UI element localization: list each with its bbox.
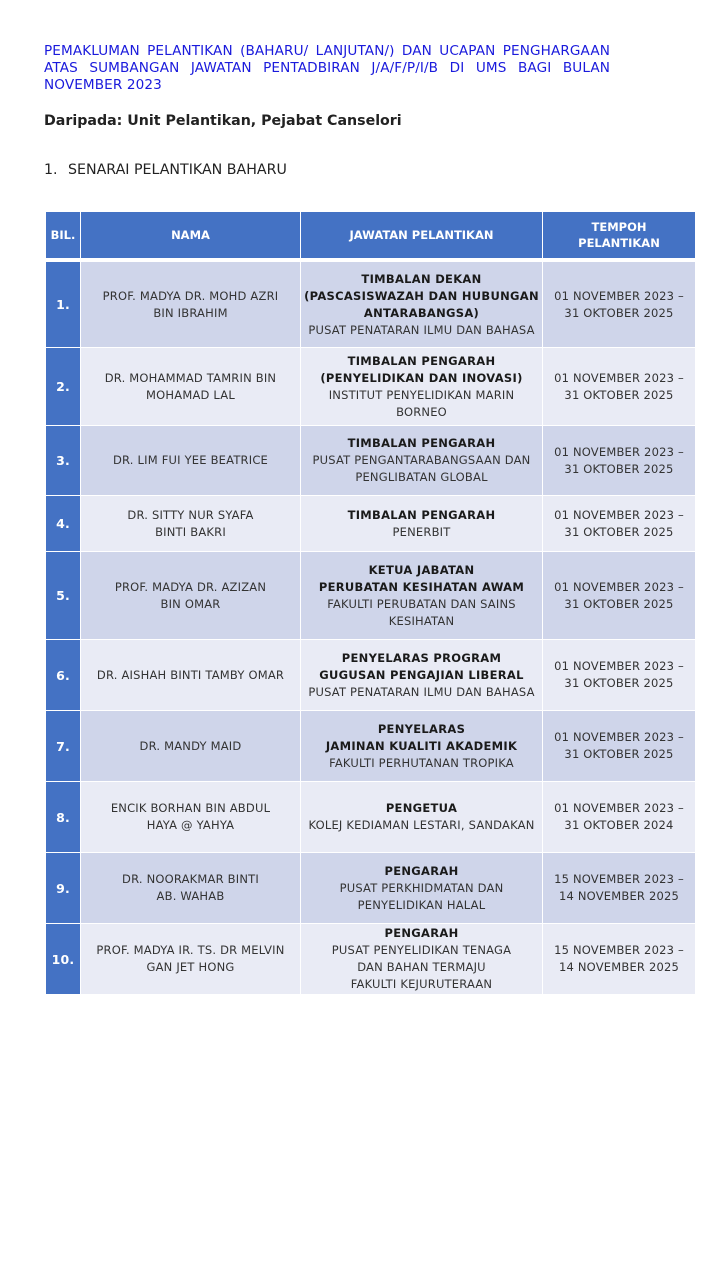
jawatan-title-line: KETUA JABATAN bbox=[368, 562, 475, 577]
nama-line: DR. AISHAH BINTI TAMBY OMAR bbox=[96, 667, 285, 682]
tempoh-line: 31 OKTOBER 2025 bbox=[564, 305, 674, 320]
tempoh-line: 01 NOVEMBER 2023 – bbox=[554, 444, 684, 459]
table-row bbox=[46, 782, 695, 853]
jawatan-title-line: TIMBALAN PENGARAH bbox=[347, 436, 496, 450]
cell-tempoh bbox=[543, 640, 695, 711]
table-row bbox=[46, 262, 695, 348]
cell-jawatan bbox=[301, 262, 543, 348]
nama-line: PROF. MADYA DR. MOHD AZRI bbox=[102, 288, 279, 303]
jawatan-unit-line: PENERBIT bbox=[392, 524, 451, 539]
tempoh-line: 01 NOVEMBER 2023 – bbox=[554, 801, 684, 815]
table-row bbox=[46, 640, 695, 711]
cell-jawatan bbox=[301, 348, 543, 426]
tempoh-line: 31 OKTOBER 2024 bbox=[564, 818, 674, 832]
heading-line-3: NOVEMBER 2023 bbox=[44, 77, 162, 93]
nama-line: PROF. MADYA DR. AZIZAN bbox=[114, 579, 267, 594]
jawatan-title-line: TIMBALAN DEKAN bbox=[361, 271, 482, 286]
cell-jawatan bbox=[301, 426, 543, 496]
cell-bil: 9. bbox=[46, 853, 81, 924]
from-line: Daripada: Unit Pelantikan, Pejabat Canselori bbox=[44, 113, 402, 129]
table-row bbox=[46, 348, 695, 426]
jawatan-title-line: TIMBALAN PENGARAH bbox=[347, 353, 496, 368]
jawatan-title-line: (PASCASISWAZAH DAN HUBUNGAN bbox=[304, 288, 539, 303]
tempoh-line: 14 NOVEMBER 2025 bbox=[558, 889, 680, 903]
jawatan-unit-line: PUSAT PENATARAN ILMU DAN BAHASA bbox=[308, 684, 535, 699]
cell-nama bbox=[81, 782, 301, 853]
jawatan-unit-line: BORNEO bbox=[396, 404, 447, 419]
jawatan-unit-line: PUSAT PENATARAN ILMU DAN BAHASA bbox=[308, 322, 535, 337]
tempoh-line: 15 NOVEMBER 2023 – bbox=[554, 872, 684, 886]
cell-bil: 7. bbox=[46, 711, 81, 782]
jawatan-title-line: PENYELARAS bbox=[377, 721, 466, 736]
cell-jawatan bbox=[301, 782, 543, 853]
cell-bil: 5. bbox=[46, 552, 81, 640]
nama-line: PROF. MADYA IR. TS. DR MELVIN bbox=[96, 943, 285, 957]
notice-heading bbox=[44, 43, 610, 94]
tempoh-line: 01 NOVEMBER 2023 – bbox=[554, 507, 684, 522]
cell-nama bbox=[81, 552, 301, 640]
cell-bil: 2. bbox=[46, 348, 81, 426]
jawatan-unit-line: FAKULTI PERHUTANAN TROPIKA bbox=[329, 755, 514, 770]
cell-nama bbox=[81, 853, 301, 924]
cell-nama bbox=[81, 924, 301, 995]
appointments-table bbox=[46, 212, 695, 995]
nama-line: DR. SITTY NUR SYAFA bbox=[127, 507, 254, 522]
cell-tempoh bbox=[543, 711, 695, 782]
header-tempoh-line-2: PELANTIKAN bbox=[578, 236, 660, 250]
jawatan-unit-line: KOLEJ KEDIAMAN LESTARI, SANDAKAN bbox=[308, 818, 535, 832]
tempoh-line: 31 OKTOBER 2025 bbox=[564, 387, 674, 402]
cell-bil: 1. bbox=[46, 262, 81, 348]
table-row bbox=[46, 552, 695, 640]
cell-nama bbox=[81, 348, 301, 426]
cell-bil: 4. bbox=[46, 496, 81, 552]
nama-line: BIN OMAR bbox=[160, 596, 221, 611]
heading-line-2: ATAS SUMBANGAN JAWATAN PENTADBIRAN J/A/F/P/I/B DI UMS BAGI BULAN bbox=[44, 60, 610, 76]
nama-line: HAYA @ YAHYA bbox=[146, 818, 235, 832]
cell-jawatan bbox=[301, 496, 543, 552]
tempoh-line: 31 OKTOBER 2025 bbox=[564, 747, 674, 761]
tempoh-line: 31 OKTOBER 2025 bbox=[564, 596, 674, 611]
table-row bbox=[46, 496, 695, 552]
nama-line: GAN JET HONG bbox=[146, 960, 235, 974]
table-row bbox=[46, 426, 695, 496]
header-tempoh bbox=[543, 212, 695, 262]
cell-nama bbox=[81, 262, 301, 348]
cell-nama bbox=[81, 711, 301, 782]
cell-bil: 3. bbox=[46, 426, 81, 496]
nama-line: BINTI BAKRI bbox=[155, 524, 226, 539]
nama-line: DR. MANDY MAID bbox=[139, 738, 242, 753]
section-title bbox=[44, 162, 287, 178]
nama-line: AB. WAHAB bbox=[156, 889, 225, 903]
cell-jawatan bbox=[301, 640, 543, 711]
section-number: 1. bbox=[44, 162, 58, 178]
header-jawatan: JAWATAN PELANTIKAN bbox=[301, 212, 543, 262]
tempoh-line: 01 NOVEMBER 2023 – bbox=[554, 730, 684, 744]
tempoh-line: 31 OKTOBER 2025 bbox=[564, 676, 674, 690]
jawatan-title-line: PENGARAH bbox=[384, 863, 459, 878]
table-row bbox=[46, 853, 695, 924]
cell-tempoh bbox=[543, 426, 695, 496]
jawatan-title-line: PENGETUA bbox=[385, 801, 458, 815]
cell-nama bbox=[81, 496, 301, 552]
cell-tempoh bbox=[543, 924, 695, 995]
tempoh-line: 14 NOVEMBER 2025 bbox=[558, 960, 680, 974]
nama-line: BIN IBRAHIM bbox=[153, 305, 228, 320]
tempoh-line: 01 NOVEMBER 2023 – bbox=[554, 288, 684, 303]
tempoh-line: 01 NOVEMBER 2023 – bbox=[554, 579, 684, 594]
cell-tempoh bbox=[543, 782, 695, 853]
cell-jawatan bbox=[301, 711, 543, 782]
jawatan-unit-line: FAKULTI PERUBATAN DAN SAINS bbox=[327, 596, 516, 611]
tempoh-line: 01 NOVEMBER 2023 – bbox=[554, 370, 684, 385]
table-header-row bbox=[46, 212, 695, 262]
cell-tempoh bbox=[543, 348, 695, 426]
table-row bbox=[46, 924, 695, 995]
cell-bil: 6. bbox=[46, 640, 81, 711]
jawatan-title-line: PENGARAH bbox=[384, 926, 459, 940]
nama-line: MOHAMAD LAL bbox=[146, 387, 235, 402]
table-row bbox=[46, 711, 695, 782]
tempoh-line: 31 OKTOBER 2025 bbox=[564, 461, 674, 476]
nama-line: ENCIK BORHAN BIN ABDUL bbox=[110, 801, 271, 815]
cell-nama bbox=[81, 640, 301, 711]
cell-tempoh bbox=[543, 496, 695, 552]
header-tempoh-line-1: TEMPOH bbox=[591, 220, 647, 234]
jawatan-unit-line: PUSAT PENYELIDIKAN TENAGA bbox=[331, 943, 512, 957]
jawatan-unit-line: PENGLIBATAN GLOBAL bbox=[355, 470, 488, 484]
cell-bil: 10. bbox=[46, 924, 81, 995]
nama-line: DR. LIM FUI YEE BEATRICE bbox=[112, 453, 269, 467]
cell-jawatan bbox=[301, 552, 543, 640]
jawatan-title-line: ANTARABANGSA) bbox=[363, 305, 480, 320]
header-nama: NAMA bbox=[81, 212, 301, 262]
section-title-text: SENARAI PELANTIKAN BAHARU bbox=[68, 162, 287, 178]
cell-jawatan bbox=[301, 924, 543, 995]
heading-line-1: PEMAKLUMAN PELANTIKAN (BAHARU/ LANJUTAN/) DAN UCAPAN PENGHARGAAN bbox=[44, 43, 610, 59]
cell-nama bbox=[81, 426, 301, 496]
jawatan-unit-line: PUSAT PERKHIDMATAN DAN bbox=[339, 880, 504, 895]
jawatan-unit-line: KESIHATAN bbox=[388, 613, 455, 628]
jawatan-title-line: PENYELARAS PROGRAM bbox=[341, 650, 502, 665]
jawatan-unit-line: INSTITUT PENYELIDIKAN MARIN bbox=[328, 387, 515, 402]
jawatan-unit-line: PUSAT PENGANTARABANGSAAN DAN bbox=[312, 453, 531, 467]
cell-tempoh bbox=[543, 262, 695, 348]
jawatan-unit-line: DAN BAHAN TERMAJU bbox=[357, 960, 486, 974]
jawatan-unit-line: PENYELIDIKAN HALAL bbox=[357, 897, 486, 912]
table-body bbox=[46, 262, 695, 995]
cell-bil: 8. bbox=[46, 782, 81, 853]
tempoh-line: 31 OKTOBER 2025 bbox=[564, 524, 674, 539]
cell-jawatan bbox=[301, 853, 543, 924]
nama-line: DR. MOHAMMAD TAMRIN BIN bbox=[104, 370, 277, 385]
header-bil: BIL. bbox=[46, 212, 81, 262]
jawatan-title-line: GUGUSAN PENGAJIAN LIBERAL bbox=[319, 667, 524, 682]
jawatan-title-line: TIMBALAN PENGARAH bbox=[347, 507, 496, 522]
jawatan-title-line: PERUBATAN KESIHATAN AWAM bbox=[318, 579, 525, 594]
tempoh-line: 15 NOVEMBER 2023 – bbox=[554, 943, 684, 957]
nama-line: DR. NOORAKMAR BINTI bbox=[122, 872, 259, 886]
jawatan-title-line: JAMINAN KUALITI AKADEMIK bbox=[325, 738, 518, 753]
jawatan-unit-line: FAKULTI KEJURUTERAAN bbox=[350, 977, 493, 991]
tempoh-line: 01 NOVEMBER 2023 – bbox=[554, 659, 684, 673]
jawatan-title-line: (PENYELIDIKAN DAN INOVASI) bbox=[320, 370, 523, 385]
cell-tempoh bbox=[543, 552, 695, 640]
cell-tempoh bbox=[543, 853, 695, 924]
